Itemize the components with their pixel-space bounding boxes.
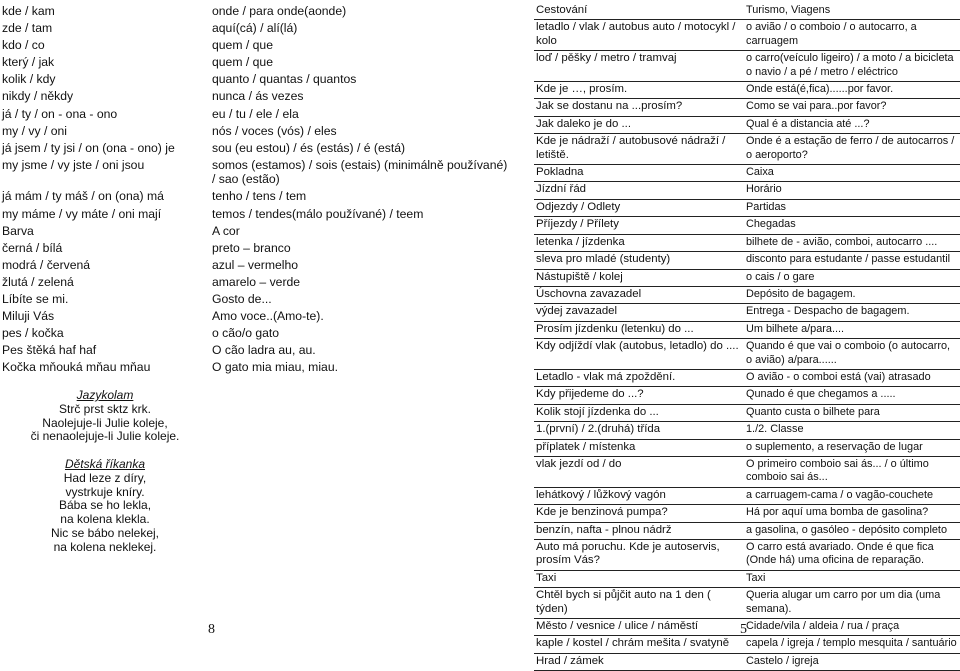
czech-term: Cestování (534, 3, 744, 20)
page-number: 5 (740, 622, 747, 637)
portuguese-term: Taxi (744, 570, 960, 587)
vocab-row (534, 269, 960, 286)
czech-term: Jízdní řád (534, 182, 744, 199)
vocab-row (534, 505, 960, 522)
vocab-row (0, 123, 512, 140)
portuguese-term: O avião - o comboi está (vai) atrasado (744, 369, 960, 386)
czech-term: já jsem / ty jsi / on (ona - ono) je (2, 140, 175, 155)
vocab-row (0, 54, 512, 71)
portuguese-term: preto – branco (212, 240, 291, 255)
portuguese-term: Qunado é que chegamos a ..... (744, 387, 960, 404)
czech-term: Pokladna (534, 165, 744, 182)
poem-line: na kolena neklekej. (53, 539, 157, 554)
czech-term: výdej zavazadel (534, 304, 744, 321)
vocab-row (0, 188, 512, 205)
vocab-row (534, 570, 960, 587)
czech-term: kdo / co (2, 38, 45, 53)
portuguese-term: temos / tendes(málo používané) / teem (212, 206, 424, 221)
czech-term: příplatek / místenka (534, 439, 744, 456)
vocab-row (534, 99, 960, 116)
portuguese-term: aquí(cá) / alí(lá) (212, 21, 298, 36)
czech-term: letenka / jízdenka (534, 234, 744, 251)
portuguese-term: Onde é a estação de ferro / de autocarros / o aeroporto? (744, 134, 960, 165)
vocab-row (534, 82, 960, 99)
portuguese-term: quanto / quantas / quantos (212, 72, 357, 87)
poem-line: či nenaolejuje-li Julie koleje. (30, 429, 180, 444)
vocab-row (534, 3, 960, 20)
vocab-row (0, 291, 512, 308)
portuguese-term: o carro(veículo ligeiro) / a moto / a bicicleta o navio / a pé / metro / eléctrico (744, 51, 960, 82)
vocab-row (0, 20, 512, 37)
czech-term: Taxi (534, 570, 744, 587)
czech-term: já mám / ty máš / on (ona) má (2, 189, 164, 204)
vocab-row (0, 359, 512, 376)
vocab-row (534, 540, 960, 571)
czech-term: my jsme / vy jste / oni jsou (2, 157, 145, 172)
vocab-row (534, 636, 960, 653)
czech-term: Barva (2, 223, 34, 238)
portuguese-term: A cor (212, 223, 240, 238)
czech-term: sleva pro mladé (studenty) (534, 252, 744, 269)
czech-term: Příjezdy / Přílety (534, 217, 744, 234)
vocab-row (534, 439, 960, 456)
czech-term: Kdy přijedeme do ...? (534, 387, 744, 404)
portuguese-term: azul – vermelho (212, 257, 299, 272)
czech-term: my máme / vy máte / oni mají (2, 206, 162, 221)
portuguese-term: disconto para estudante / passe estudantil (744, 252, 960, 269)
czech-term: žlutá / zelená (2, 274, 74, 289)
portuguese-term: tenho / tens / tem (212, 189, 307, 204)
vocab-row (0, 106, 512, 123)
czech-term: modrá / červená (2, 257, 91, 272)
vocab-row (0, 157, 512, 189)
portuguese-term: o suplemento, a reservação de lugar (744, 439, 960, 456)
vocab-row (534, 619, 960, 636)
vocab-row (534, 20, 960, 51)
vocab-row (0, 71, 512, 88)
czech-term: Kdy odjíždí vlak (autobus, letadlo) do .... (534, 339, 744, 370)
czech-term: Jak se dostanu na ...prosím? (534, 99, 744, 116)
portuguese-term: Turismo, Viagens (744, 3, 960, 20)
portuguese-term: Amo voce..(Amo-te). (212, 309, 324, 324)
vocab-row (534, 252, 960, 269)
czech-term: 1.(první) / 2.(druhá) třída (534, 422, 744, 439)
portuguese-term: Caixa (744, 165, 960, 182)
portuguese-term: a carruagem-cama / o vagão-couchete (744, 487, 960, 504)
vocab-row (534, 422, 960, 439)
vocab-row (0, 240, 512, 257)
vocab-row (534, 304, 960, 321)
czech-term: Letadlo - vlak má zpoždění. (534, 369, 744, 386)
portuguese-term: Queria alugar um carro por um dia (uma semana). (744, 588, 960, 619)
vocab-row (534, 321, 960, 338)
vocab-row (534, 199, 960, 216)
portuguese-term: Onde está(é,fica)......por favor. (744, 82, 960, 99)
vocab-row (0, 257, 512, 274)
vocab-row (534, 286, 960, 303)
czech-term: Město / vesnice / ulice / náměstí (534, 619, 744, 636)
portuguese-term: o cão/o gato (212, 326, 280, 341)
vocab-row (534, 339, 960, 370)
czech-term: kde / kam (2, 4, 55, 18)
czech-term: Jak daleko je do ... (534, 116, 744, 133)
portuguese-term: Gosto de... (212, 292, 272, 306)
czech-term: kolik / kdy (2, 72, 56, 87)
czech-term: Chtěl bych si půjčit auto na 1 den ( týden) (534, 588, 744, 619)
portuguese-term: o avião / o comboio / o autocarro, a carruagem (744, 20, 960, 51)
vocab-row (0, 3, 512, 20)
czech-term: pes / kočka (2, 326, 64, 341)
portuguese-term: Como se vai para..por favor? (744, 99, 960, 116)
poem-title: Dětská říkanka (64, 457, 146, 471)
vocab-row (534, 165, 960, 182)
poem-line: Bába se ho lekla, (58, 498, 152, 513)
poem-line: Naolejuje-li Julie koleje, (42, 415, 168, 430)
vocab-row (534, 487, 960, 504)
vocab-row (534, 134, 960, 165)
czech-term: letadlo / vlak / autobus auto / motocykl / kolo (534, 20, 744, 51)
vocab-row (534, 51, 960, 82)
portuguese-term: O carro está avariado. Onde é que fica (Onde há) uma oficina de reparação. (744, 540, 960, 571)
vocab-row (0, 274, 512, 291)
czech-term: nikdy / někdy (2, 89, 74, 104)
portuguese-term: Quando é que vai o comboio (o autocarro, o avião) a/para...... (744, 339, 960, 370)
portuguese-term: onde / para onde(aonde) (212, 4, 347, 18)
czech-term: Miluji Vás (2, 309, 55, 324)
vocab-row (534, 182, 960, 199)
portuguese-term: capela / igreja / templo mesquita / santuário (744, 636, 960, 653)
portuguese-term: Qual é a distancia até ...? (744, 116, 960, 133)
czech-term: Nástupiště / kolej (534, 269, 744, 286)
czech-term: který / jak (2, 55, 55, 70)
right-vocab-table (534, 3, 960, 671)
portuguese-term: Partidas (744, 199, 960, 216)
portuguese-term: O gato mia miau, miau. (212, 360, 338, 375)
czech-term: Kolik stojí jízdenka do ... (534, 404, 744, 421)
portuguese-term: amarelo – verde (212, 274, 301, 289)
portuguese-term: nós / voces (vós) / eles (212, 123, 337, 138)
czech-term: Odjezdy / Odlety (534, 199, 744, 216)
czech-term: Kde je nádraží / autobusové nádraží / letiště. (534, 134, 744, 165)
page-number: 8 (208, 622, 215, 637)
portuguese-term: Castelo / igreja (744, 653, 960, 670)
portuguese-term: O cão ladra au, au. (212, 343, 316, 358)
poem-line: Nic se bábo nelekej, (50, 525, 160, 540)
tongue-twister-poem (0, 389, 210, 444)
czech-term: Kde je benzinová pumpa? (534, 505, 744, 522)
vocab-row (0, 37, 512, 54)
portuguese-term: eu / tu / ele / ela (212, 106, 299, 121)
czech-term: vlak jezdí od / do (534, 456, 744, 487)
czech-term: lehátkový / lůžkový vagón (534, 487, 744, 504)
portuguese-term: bilhete de - avião, comboi, autocarro .... (744, 234, 960, 251)
poem-title: Jazykolam (76, 388, 134, 402)
portuguese-term: sou (eu estou) / és (estás) / é (está) (212, 140, 406, 155)
vocab-row (0, 206, 512, 223)
portuguese-term: Entrega - Despacho de bagagem. (744, 304, 960, 321)
poem-line: vystrkuje kníry. (65, 484, 145, 499)
czech-term: černá / bílá (2, 240, 63, 255)
vocab-row (0, 88, 512, 105)
right-page (526, 0, 960, 667)
vocab-row (534, 404, 960, 421)
vocab-row (534, 217, 960, 234)
vocab-row (534, 234, 960, 251)
czech-term: my / vy / oni (2, 123, 68, 138)
portuguese-term: o cais / o gare (744, 269, 960, 286)
poem-line: Had leze z díry, (63, 470, 147, 485)
nursery-rhyme-poem (0, 458, 210, 555)
portuguese-term: Cidade/vila / aldeia / rua / praça (744, 619, 960, 636)
portuguese-term: quem / que (212, 38, 273, 53)
vocab-row (534, 387, 960, 404)
vocab-row (534, 116, 960, 133)
poem-line: na kolena klekla. (60, 512, 150, 527)
czech-term: Líbíte se mi. (2, 292, 69, 306)
vocab-row (534, 588, 960, 619)
czech-term: Auto má poruchu. Kde je autoservis, prosím Vás? (534, 540, 744, 571)
poem-line: Strč prst sktz krk. (58, 401, 151, 416)
portuguese-term: somos (estamos) / sois (estais) (minimálně používané) / sao (estão) (212, 157, 508, 187)
czech-term: já / ty / on - ona - ono (2, 106, 118, 121)
portuguese-term: Depósito de bagagem. (744, 286, 960, 303)
vocab-row (0, 342, 512, 359)
vocab-row (534, 456, 960, 487)
left-vocab-table (0, 3, 512, 376)
czech-term: kaple / kostel / chrám mešita / svatyně (534, 636, 744, 653)
czech-term: benzín, nafta - plnou nádrž (534, 522, 744, 539)
vocab-row (0, 308, 512, 325)
portuguese-term: a gasolina, o gasóleo - depósito completo (744, 522, 960, 539)
czech-term: Úschovna zavazadel (534, 286, 744, 303)
vocab-row (534, 653, 960, 670)
czech-term: loď / pěšky / metro / tramvaj (534, 51, 744, 82)
vocab-row (534, 522, 960, 539)
portuguese-term: Há por aquí uma bomba de gasolina? (744, 505, 960, 522)
vocab-row (534, 369, 960, 386)
portuguese-term: quem / que (212, 55, 273, 70)
portuguese-term: Chegadas (744, 217, 960, 234)
vocab-row (0, 140, 512, 157)
portuguese-term: Horário (744, 182, 960, 199)
czech-term: zde / tam (2, 21, 53, 36)
czech-term: Hrad / zámek (534, 653, 744, 670)
czech-term: Kočka mňouká mňau mňau (2, 360, 151, 375)
czech-term: Kde je …, prosím. (534, 82, 744, 99)
portuguese-term: O primeiro comboio sai ás... / o último comboio sai ás... (744, 456, 960, 487)
vocab-row (0, 223, 512, 240)
portuguese-term: Um bilhete a/para.... (744, 321, 960, 338)
czech-term: Prosím jízdenku (letenku) do ... (534, 321, 744, 338)
portuguese-term: 1./2. Classe (744, 422, 960, 439)
portuguese-term: nunca / ás vezes (212, 89, 304, 104)
portuguese-term: Quanto custa o bilhete para (744, 404, 960, 421)
czech-term: Pes štěká haf haf (2, 343, 97, 358)
vocab-row (0, 325, 512, 342)
